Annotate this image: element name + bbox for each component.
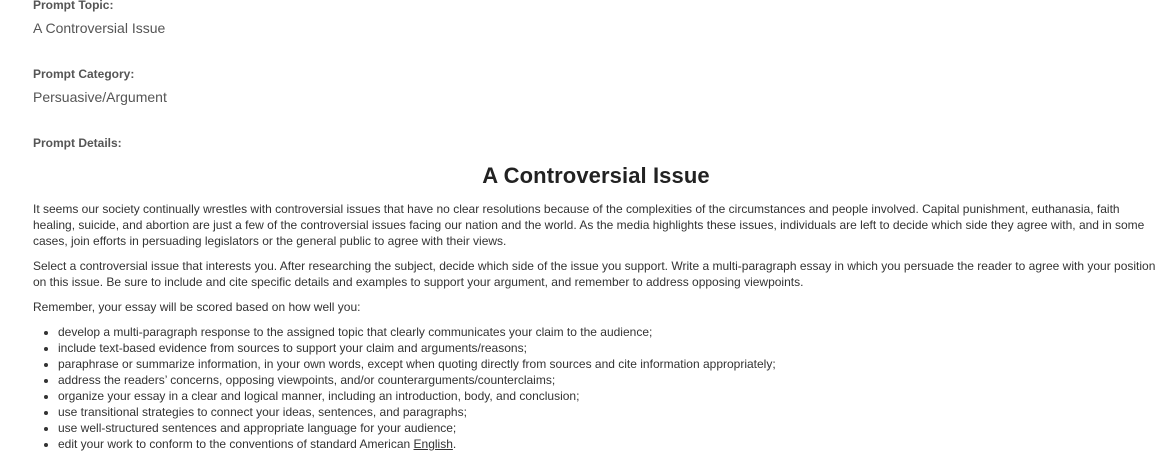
prompt-category-value: Persuasive/Argument — [33, 89, 167, 105]
prompt-category-field — [33, 67, 1159, 106]
scoring-criteria-list — [33, 324, 1159, 452]
list-item: • use transitional strategies to connect your ideas, sentences, and paragraphs; — [58, 404, 1159, 420]
scoring-intro-paragraph: Remember, your essay will be scored based on how well you: — [33, 300, 361, 314]
list-item: • paraphrase or summarize information, in your own words, except when quoting directly from sources and cite information appropriately; — [58, 356, 1159, 372]
prompt-topic-label: Prompt Topic: — [33, 0, 114, 12]
task-paragraph: Select a controversial issue that interests you. After researching the subject, decide which side of the issue you support. Write a multi-paragraph essay in which you persuade the reader to agree with your position on this issue. Be sure to include and cite specific details and examples to support your argument, and remember to address opposing viewpoints. — [33, 259, 1156, 289]
prompt-topic-field — [33, 0, 1159, 37]
list-item: • address the readers’ concerns, opposing viewpoints, and/or counterarguments/counterclaims; — [58, 372, 1159, 388]
prompt-topic-value: A Controversial Issue — [33, 20, 166, 36]
list-item-last — [58, 436, 1159, 452]
prompt-details-label: Prompt Details: — [33, 136, 122, 150]
last-criterion-suffix: . — [452, 437, 457, 451]
list-item: • use well-structured sentences and appropriate language for your audience; — [58, 420, 1159, 436]
list-item: • organize your essay in a clear and logical manner, including an introduction, body, and conclusion; — [58, 388, 1159, 404]
list-item: • include text-based evidence from sources to support your claim and arguments/reasons; — [58, 340, 1159, 356]
last-criterion-text: edit your work to conform to the conventions of standard American — [58, 437, 414, 451]
list-item: • develop a multi-paragraph response to the assigned topic that clearly communicates your claim to the audience; — [58, 324, 1159, 340]
intro-paragraph: It seems our society continually wrestles with controversial issues that have no clear resolutions because of the complexities of the circumstances and people involved. Capital punishment, euthanasia, faith healing, suicide, and abortion are just a few of the controversial issues facing our nation and the world. As the media highlights these issues, individuals are left to decide which side they agree with, and in some cases, join efforts in persuading legislators or the general public to agree with their views. — [33, 202, 1145, 248]
prompt-page — [33, 0, 1159, 452]
prompt-category-label: Prompt Category: — [33, 67, 135, 81]
prompt-details-field — [33, 136, 1159, 452]
prompt-details-title: A Controversial Issue — [482, 163, 710, 188]
english-link[interactable]: English — [413, 437, 453, 451]
